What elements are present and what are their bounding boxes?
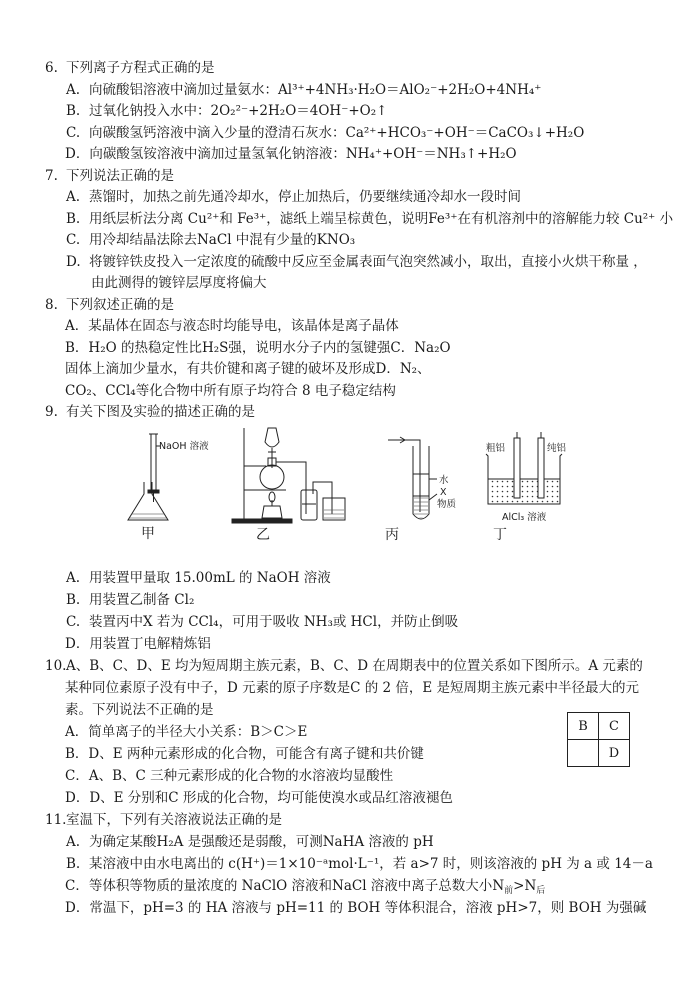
q6-stem [45,58,215,79]
subscript-before: 前 [504,886,514,896]
q11-option-d [65,898,646,919]
q7-number: 7. [45,167,58,184]
table-row [568,740,630,767]
q6-number: 6. [45,60,58,76]
option-label: B. [66,103,81,119]
q7-option-d-continuation: 由此测得的镀锌层厚度将偏大 [91,275,267,291]
q8-number: 8. [45,296,58,313]
alcl3-solution-label: AlCl₃ 溶液 [502,512,547,523]
caption-ding: 丁 [493,527,507,543]
crude-aluminum-label: 粗铝 [486,443,506,454]
pure-aluminum-electrode [538,438,544,498]
q11-stem-text: 室温下，下列有关溶液说法正确的是 [66,812,282,828]
q6-option-a [66,80,541,101]
q10-stem-line: 某种同位素原子没有中子，D 元素的原子序数是C 的 2 倍，E 是短周期主族元素中半径最大的元 [65,680,640,696]
ring-stand-base [232,519,292,523]
x-label: X [440,487,447,498]
option-text: 用纸层析法分离 Cu²⁺和 Fe³⁺，滤纸上端呈棕黄色，说明Fe³⁺在有机溶剂中的溶解能力较 Cu²⁺ 小 [89,210,674,227]
q6-option-d [65,144,517,165]
q9-stem-text: 有关下图及实验的描述正确的是 [66,404,255,420]
washing-bottle [301,490,317,520]
option-text: 过氧化钠投入水中：2O₂²⁻+2H₂O＝4OH⁻+O₂↑ [89,103,388,119]
option-label: C. [66,232,81,248]
option-label: B. [66,856,81,872]
q10-number: 10. [45,658,67,674]
option-text: 蒸馏时，加热之前先通冷却水，停止加热后，仍要继续通冷却水一段时间 [89,189,521,205]
option-text: 用装置甲量取 15.00mL 的 NaOH 溶液 [89,570,331,586]
q7-stem-text: 下列说法正确的是 [66,167,174,184]
flask-liquid [129,512,167,519]
q6-option-b [66,101,387,122]
subscript-after: 后 [536,886,546,896]
option-text: 向碳酸氢铵溶液中滴加过量氢氧化钠溶液：NH₄⁺+OH⁻＝NH₃↑+H₂O [89,146,517,162]
q9-number: 9. [45,404,58,420]
option-text: 为确定某酸H₂A 是强酸还是弱酸，可测NaHA 溶液的 pH [89,834,434,850]
option-label: A. [66,189,81,205]
q6-option-c [66,123,584,144]
option-label: A. [66,570,81,586]
option-label: D． [65,900,90,916]
n-symbol: N [492,878,505,894]
apparatus-bing [388,437,437,519]
substance-label: 物质 [437,499,457,510]
option-label: D． [65,146,90,162]
q9-option-c [66,612,458,633]
crude-aluminum-electrode [514,438,520,498]
table-cell-c: C [598,713,629,740]
q8-line: A．某晶体在固态与液态时均能导电，该晶体是离子晶体 [65,318,399,334]
x-substance-layer [414,497,428,518]
option-text: 某溶液中由水电离出的 c(H⁺)＝1×10⁻ᵃmol·L⁻¹，若 a>7 时，则该溶液的 pH 为 a 或 14－a [89,856,653,872]
q11-stem [45,810,282,831]
round-bottom-flask [260,465,284,489]
q7-stem [45,166,174,187]
option-label: C. [66,124,81,141]
x-pointer [429,494,437,500]
caption-bing: 丙 [385,527,399,543]
option-label: A. [66,81,81,98]
periodic-position-table [567,712,630,767]
q10-option-a: A．简单离子的半径大小关系：B＞C＞E [65,724,308,740]
q10-stem [45,656,643,677]
option-text: 将镀锌铁皮投入一定浓度的硫酸中反应至金属表面气泡突然减小，取出，直接小火烘干称量 ， [89,253,647,270]
q9-option-d [65,634,211,655]
option-text: 向硫酸铝溶液中滴加过量氨水：Al³⁺+4NH₃·H₂O＝AlO₂⁻+2H₂O+4NH₄⁺ [89,81,542,98]
caption-yi: 乙 [256,527,270,543]
naoh-solution-label: NaOH 溶液 [159,441,209,452]
option-label: B. [66,592,81,608]
separatory-funnel [265,428,279,447]
option-label: D． [65,636,90,652]
q10-option-c: C．A、B、C 三种元素形成的化合物的水溶液均显酸性 [65,768,394,784]
pure-aluminum-label: 纯铝 [547,443,567,454]
q9-option-a [66,568,331,589]
q11-number: 11. [45,812,67,828]
table-cell-empty [568,740,599,767]
option-text: 用装置丁电解精炼铝 [89,636,211,652]
q8-line: 固体上滴加少量水，有共价键和离子键的破坏及形成D．N₂、 [65,361,431,377]
apparatus-figure [0,424,696,566]
q9-stem [45,402,255,423]
q10-stem-line: 素。下列说法不正确的是 [65,702,214,718]
q10-stem-text: A、B、C、D、E 均为短周期主族元素，B、C、D 在周期表中的位置关系如下图所示。A 元素的 [66,658,643,674]
q9-option-b [66,590,194,611]
greater-than-n: >N [513,878,537,894]
option-label: B. [66,210,81,227]
q8-line: CO₂、CCl₄等化合物中所有原子均符合 8 电子稳定结构 [65,382,396,399]
q6-stem-text: 下列离子方程式正确的是 [66,60,215,76]
option-text: 用装置乙制备 Cl₂ [89,592,195,608]
q8-line: B．H₂O 的热稳定性比H₂S强，说明水分子内的氢键强C．Na₂O [65,339,451,356]
option-label: C. [66,614,81,630]
q10-option-b: B．D、E 两种元素形成的化合物，可能含有离子键和共价键 [65,746,424,762]
q11-option-a [66,832,434,853]
option-label: A. [66,834,81,850]
option-text: 向碳酸氢钙溶液中滴入少量的澄清石灰水：Ca²⁺+HCO₃⁻+OH⁻＝CaCO₃↓+H₂O [89,124,585,141]
table-row [568,713,630,740]
option-text: 装置丙中X 若为 CCl₄，可用于吸收 NH₃或 HCl，并防止倒吸 [89,614,459,630]
q8-stem-text: 下列叙述正确的是 [66,296,174,313]
q7-option-d [66,252,647,273]
apparatus-yi [232,428,345,523]
option-text: 等体积等物质的量浓度的 NaClO 溶液和NaCl 溶液中离子总数大小 [88,878,493,894]
option-label: D. [66,253,81,270]
q11-option-c [65,876,545,897]
q7-option-c [66,230,355,251]
q11-option-b [66,854,653,875]
table-cell-d: D [598,740,629,767]
q10-option-d: D．D、E 分别和C 形成的化合物，均可能使溴水或品红溶液褪色 [65,790,453,806]
water-label: 水 [439,475,449,486]
alcl3-electrolyte [489,479,559,503]
option-label: C． [65,878,89,894]
q7-option-b [66,209,673,230]
option-text: 用冷却结晶法除去NaCl 中混有少量的KNO₃ [89,232,356,248]
alcohol-lamp [262,506,282,518]
table-cell-b: B [568,713,599,740]
q8-stem [45,295,174,316]
burette-stopcock [148,490,159,493]
option-text: 常温下，pH=3 的 HA 溶液与 pH=11 的 BOH 等体积混合，溶液 pH>7，则 BOH 为强碱 [89,900,647,916]
caption-jia: 甲 [141,526,155,542]
beaker-liquid [324,508,344,519]
q7-option-a [66,187,521,208]
